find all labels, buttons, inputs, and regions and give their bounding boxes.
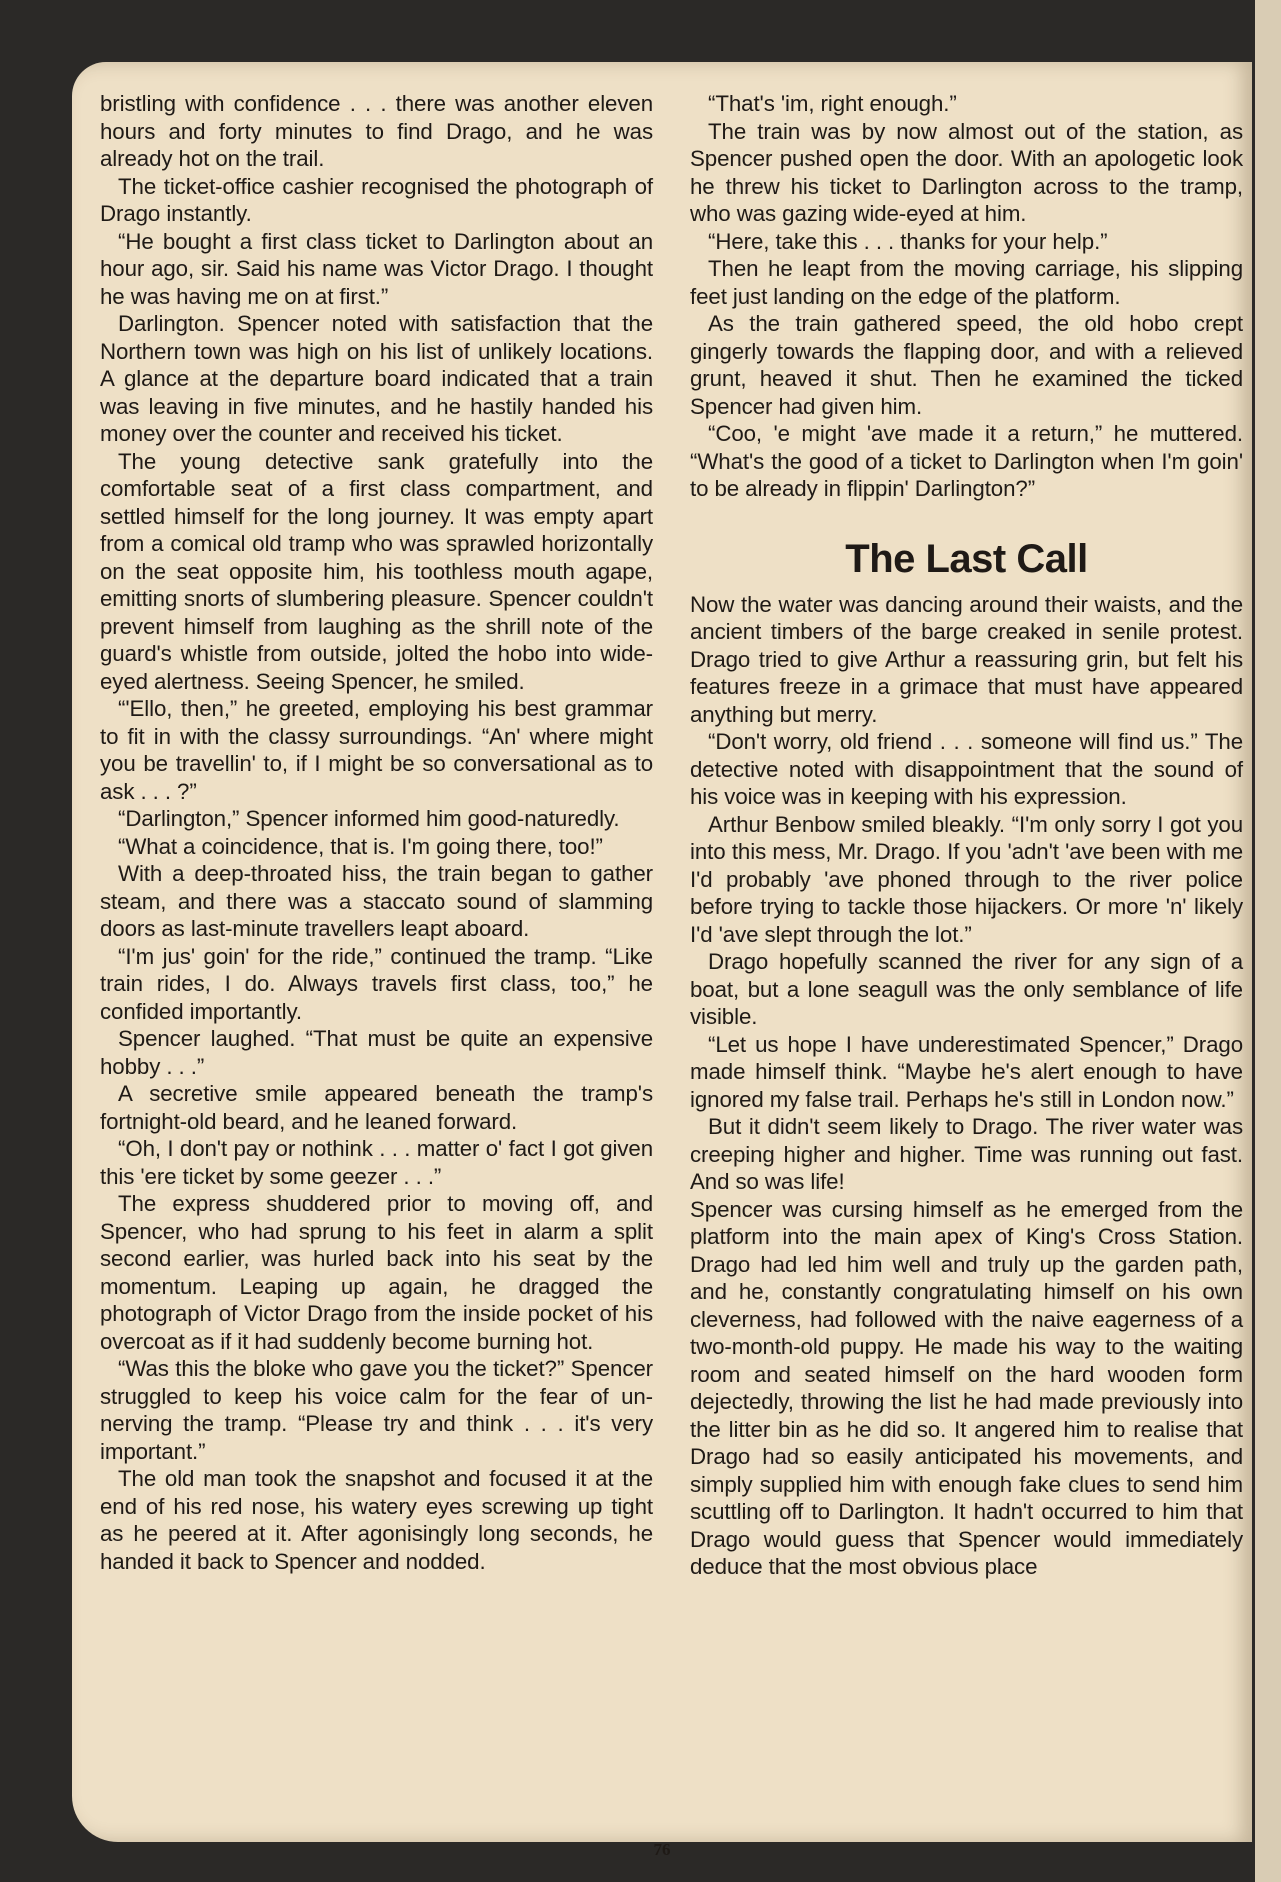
- paragraph: “He bought a first class ticket to Darlington about an hour ago, sir. Said his name was Victor Drago. I thought he was having me on at first.”: [100, 228, 653, 309]
- page-number: 76: [653, 1840, 671, 1859]
- paragraph: The train was by now almost out of the station, as Spencer pushed open the door. With an apologetic look he threw his ticket to Darlington across to the tramp, who was gazing wide-eyed at him.: [690, 118, 1243, 226]
- paragraph: The express shuddered prior to moving off, and Spencer, who had sprung to his feet in alarm a split second earlier, was hurled back into his seat by the momentum. Leaping up again, he dragged the photograph of Victor Drago from the inside pocket of his overcoat as if it had suddenly become burning hot.: [100, 1191, 653, 1354]
- magazine-page: [72, 62, 1252, 1859]
- paragraph: The young detective sank gratefully into the comfortable seat of a first class compartment, and settled himself for the long journey. It was empty apart from a comical old tramp who was sprawled horizontally on the seat opposite him, his toothless mouth agape, emitting snorts of slumbering pleasure. Spencer couldn't prevent himself from laughing as the shrill note of the guard's whistle from outside, jolted the hobo into wide-eyed alertness. Seeing Spencer, he smiled.: [100, 448, 653, 694]
- paragraph: Spencer laughed. “That must be quite an expensive hobby . . .”: [100, 1026, 653, 1079]
- paragraph: Now the water was dancing around their waists, and the ancient timbers of the barge creaked in senile protest. Drago tried to give Arthur a reassuring grin, but felt his features freeze in a grimace that must have appeared anything but merry.: [690, 591, 1243, 727]
- paragraph: “That's 'im, right enough.”: [708, 91, 957, 116]
- paragraph: “I'm jus' goin' for the ride,” continued the tramp. “Like train rides, I do. Always travels first class, too,” he confided importantly.: [100, 943, 653, 1024]
- paragraph: Arthur Benbow smiled bleakly. “I'm only sorry I got you into this mess, Mr. Drago. If you 'adn't 'ave been with me I'd probably 'ave phoned through to the river police before trying to tackle those hijackers. Or more 'n' likely I'd 'ave slept through the lot.”: [690, 811, 1243, 947]
- paragraph: “Here, take this . . . thanks for your help.”: [708, 228, 1108, 254]
- paragraph: “Darlington,” Spencer informed him good-naturedly.: [118, 806, 620, 831]
- paragraph: “Coo, 'e might 'ave made it a return,” he muttered. “What's the good of a ticket to Darlington when I'm goin' to be already in flippin' Darlington?”: [690, 421, 1243, 501]
- paragraph: The old man took the snapshot and focused it at the end of his red nose, his watery eyes screwing up tight as he peered at it. After agonisingly long seconds, he handed it back to Spencer and nodded.: [100, 1466, 653, 1574]
- section-heading: The Last Call: [845, 536, 1088, 581]
- paragraph: “Oh, I don't pay or nothink . . . matter o' fact I got given this 'ere ticket by some geezer . . .”: [100, 1136, 653, 1189]
- paragraph: bristling with confidence . . . there was another eleven hours and forty minutes to find Drago, and he was already hot on the trail.: [100, 91, 653, 171]
- left-column: [100, 90, 653, 1575]
- paragraph: Spencer was cursing himself as he emerged from the platform into the main apex of King's Cross Station. Drago had led him well and truly up the garden path, and he, constantly congratulating himself on his own cleverness, had followed with the naive eagerness of a two-month-old puppy. He made his way to the waiting room and seated himself on the hard wooden form dejectedly, throwing the list he had made previously into the litter bin as he did so. It angered him to realise that Drago had so easily anticipated his movements, and simply supplied him with enough fake clues to send him scuttling off to Darlington. It hadn't occurred to him that Drago would guess that Spencer would immediately deduce that the most obvious place: [690, 1196, 1243, 1579]
- right-column-top: [690, 90, 1243, 503]
- paragraph: The ticket-office cashier recognised the photograph of Drago instantly.: [100, 173, 653, 226]
- paragraph: But it didn't seem likely to Drago. The river water was creeping higher and higher. Time was running out fast. And so was life!: [690, 1114, 1243, 1194]
- paragraph: Darlington. Spencer noted with satisfaction that the Northern town was high on his list of unlikely locations. A glance at the departure board indicated that a train was leaving in five minutes, and he hastily handed his money over the counter and received his ticket.: [100, 311, 653, 446]
- paragraph: “Let us hope I have underestimated Spencer,” Drago made himself think. “Maybe he's alert enough to have ignored my false trail. Perhaps he's still in London now.”: [690, 1031, 1243, 1112]
- paragraph: With a deep-throated hiss, the train began to gather steam, and there was a staccato sound of slamming doors as last-minute travellers leapt aboard.: [100, 861, 653, 941]
- paragraph: “Was this the bloke who gave you the ticket?” Spencer struggled to keep his voice calm for the fear of un-nerving the tramp. “Please try and think . . . it's very important.”: [100, 1356, 653, 1464]
- paragraph: “'Ello, then,” he greeted, employing his best grammar to fit in with the classy surroundings. “An' where might you be travellin' to, if I might be so conversational as to ask . . . ?”: [100, 696, 653, 804]
- paragraph: “What a coincidence, that is. I'm going there, too!”: [118, 833, 603, 859]
- paragraph: Drago hopefully scanned the river for any sign of a boat, but a lone seagull was the only semblance of life visible.: [690, 949, 1243, 1029]
- paragraph: Then he leapt from the moving carriage, his slipping feet just landing on the edge of the platform.: [690, 256, 1243, 309]
- paragraph: “Don't worry, old friend . . . someone will find us.” The detective noted with disappointment that the sound of his voice was in keeping with his expression.: [690, 729, 1243, 809]
- paragraph: A secretive smile appeared beneath the tramp's fortnight-old beard, and he leaned forward.: [100, 1081, 653, 1134]
- page-edge: [1255, 0, 1281, 1882]
- paragraph: As the train gathered speed, the old hobo crept gingerly towards the flapping door, and with a relieved grunt, heaved it shut. Then he examined the ticked Spencer had given him.: [690, 311, 1243, 419]
- right-column-bottom: [690, 591, 1243, 1581]
- right-column: [690, 90, 1243, 1581]
